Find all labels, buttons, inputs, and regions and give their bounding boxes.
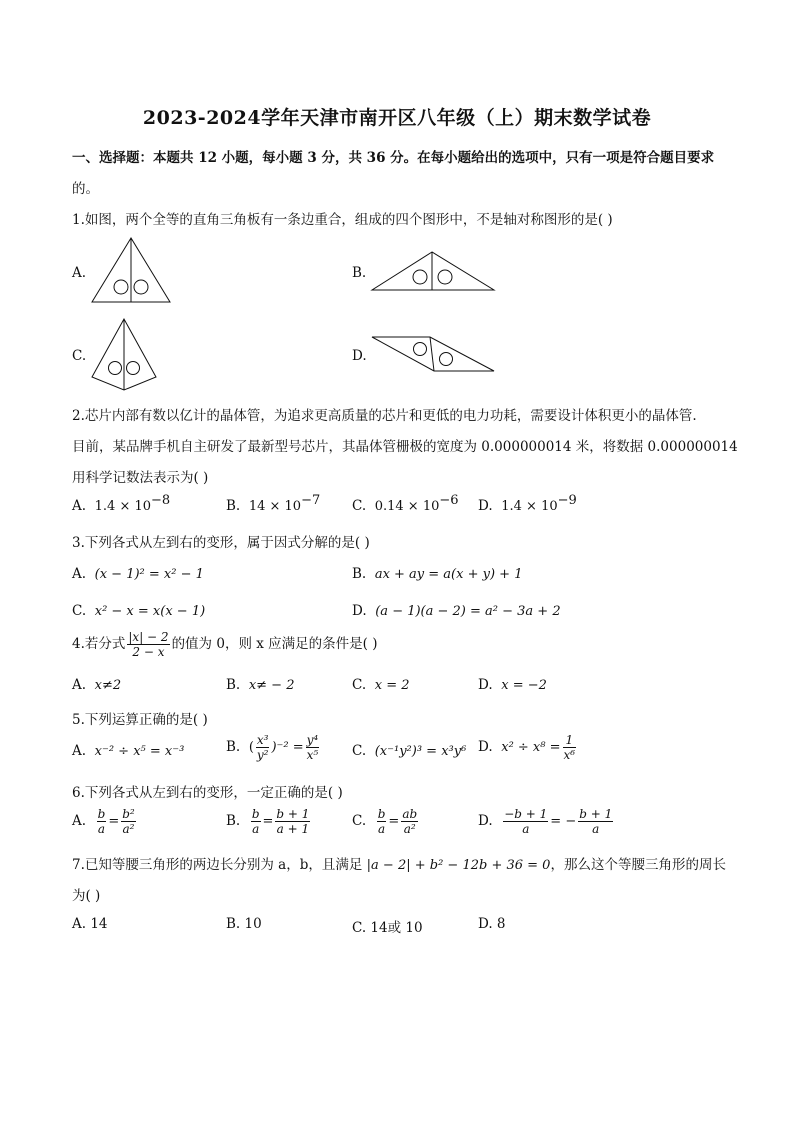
q2-stem-line2: 目前，某品牌手机自主研发了最新型号芯片，其晶体管栅极的宽度为 0.000000014 米，将数据 0.000000014 — [72, 439, 738, 455]
q7-stem-line1: 7.已知等腰三角形的两边长分别为 a，b，且满足 |a − 2| + b² − 12b + 36 = 0，那么这个等腰三角形的周长 — [72, 857, 726, 873]
q6-option-b: B. $\frac{b}{a}$ = $\frac{b + 1}{a + 1}$ — [226, 807, 310, 836]
q2-option-d: D. $1.4 \times 10^{-9}$ — [478, 493, 577, 514]
q1-figure-b — [370, 250, 498, 295]
q4-option-d: D. x = −2 — [478, 677, 547, 693]
q7-option-b: B. 10 — [226, 916, 262, 932]
q2-stem-line1: 2.芯片内部有数以亿计的晶体管，为追求更高质量的芯片和更低的电力功耗，需要设计体积更小的晶体管. — [72, 408, 697, 424]
q1-figure-d — [370, 333, 498, 375]
q3-option-a: A. (x − 1)² = x² − 1 — [72, 566, 204, 582]
q4-fraction: $\frac{|x| - 2}{2 - x}$ — [128, 630, 169, 659]
q3-option-c: C. x² − x = x(x − 1) — [72, 603, 206, 619]
q6-option-d: D. $\frac{-b + 1}{a}$ = − $\frac{b + 1}{a}$ — [478, 807, 613, 836]
q4-option-c: C. x = 2 — [352, 677, 410, 693]
q1-option-a-label: A. — [72, 265, 87, 281]
q5-option-c: C. (x⁻¹y²)³ = x³y⁶ — [352, 743, 467, 759]
q3-stem: 3.下列各式从左到右的变形，属于因式分解的是( ) — [72, 535, 370, 551]
q4-option-a: A. x≠2 — [72, 677, 122, 693]
q3-option-d: D. (a − 1)(a − 2) = a² − 3a + 2 — [352, 603, 561, 619]
q4-stem: 4.若分式 $\frac{|x| - 2}{2 - x}$ 的值为 0，则 x 应满足的条件是( ) — [72, 630, 378, 659]
q7-option-c: C. 14或 10 — [352, 920, 423, 936]
q1-stem: 1.如图，两个全等的直角三角板有一条边重合，组成的四个图形中，不是轴对称图形的是( ) — [72, 212, 613, 228]
q4-option-b: B. x≠ − 2 — [226, 677, 295, 693]
q1-option-d-label: D. — [352, 348, 367, 364]
q1-figure-c — [90, 317, 160, 392]
q1-option-b-label: B. — [352, 265, 367, 281]
q5-option-d: D. x² ÷ x⁸ = $\frac{1}{\text{x⁶}}$ — [478, 733, 576, 762]
q2-option-a: A. $1.4 \times 10^{-8}$ — [72, 493, 171, 514]
q1-option-c-label: C. — [72, 348, 87, 364]
section-heading-line2: 的。 — [72, 181, 99, 197]
q6-option-a: A. $\frac{b}{a}$ = $\frac{\text{b²}}{\text{a²}}$ — [72, 807, 135, 836]
q6-option-c: C. $\frac{b}{a}$ = $\frac{ab}{\text{a²}}$ — [352, 807, 418, 836]
q3-option-b: B. ax + ay = a(x + y) + 1 — [352, 566, 523, 582]
section-heading-line1: 一、选择题：本题共 12 小题，每小题 3 分，共 36 分。在每小题给出的选项中，只有一项是符合题目要求 — [72, 150, 715, 166]
q7-option-a: A. 14 — [72, 916, 108, 932]
q5-option-b: B. ( $\frac{\text{x³}}{\text{y²}}$ )⁻² = $\frac{\text{y⁴}}{\text{x⁵}}$ — [226, 733, 319, 762]
q5-stem: 5.下列运算正确的是( ) — [72, 712, 208, 728]
q2-option-c: C. $0.14 \times 10^{-6}$ — [352, 493, 459, 514]
q1-figure-a — [90, 236, 175, 304]
page-title: 2023-2024学年天津市南开区八年级（上）期末数学试卷 — [142, 107, 652, 129]
q2-option-b: B. $14 \times 10^{-7}$ — [226, 493, 321, 514]
q2-stem-line3: 用科学记数法表示为( ) — [72, 470, 209, 486]
q7-stem-line2: 为( ) — [72, 888, 101, 904]
q5-option-a: A. x⁻² ÷ x⁵ = x⁻³ — [72, 743, 185, 759]
q7-option-d: D. 8 — [478, 916, 506, 932]
q6-stem: 6.下列各式从左到右的变形，一定正确的是( ) — [72, 785, 343, 801]
